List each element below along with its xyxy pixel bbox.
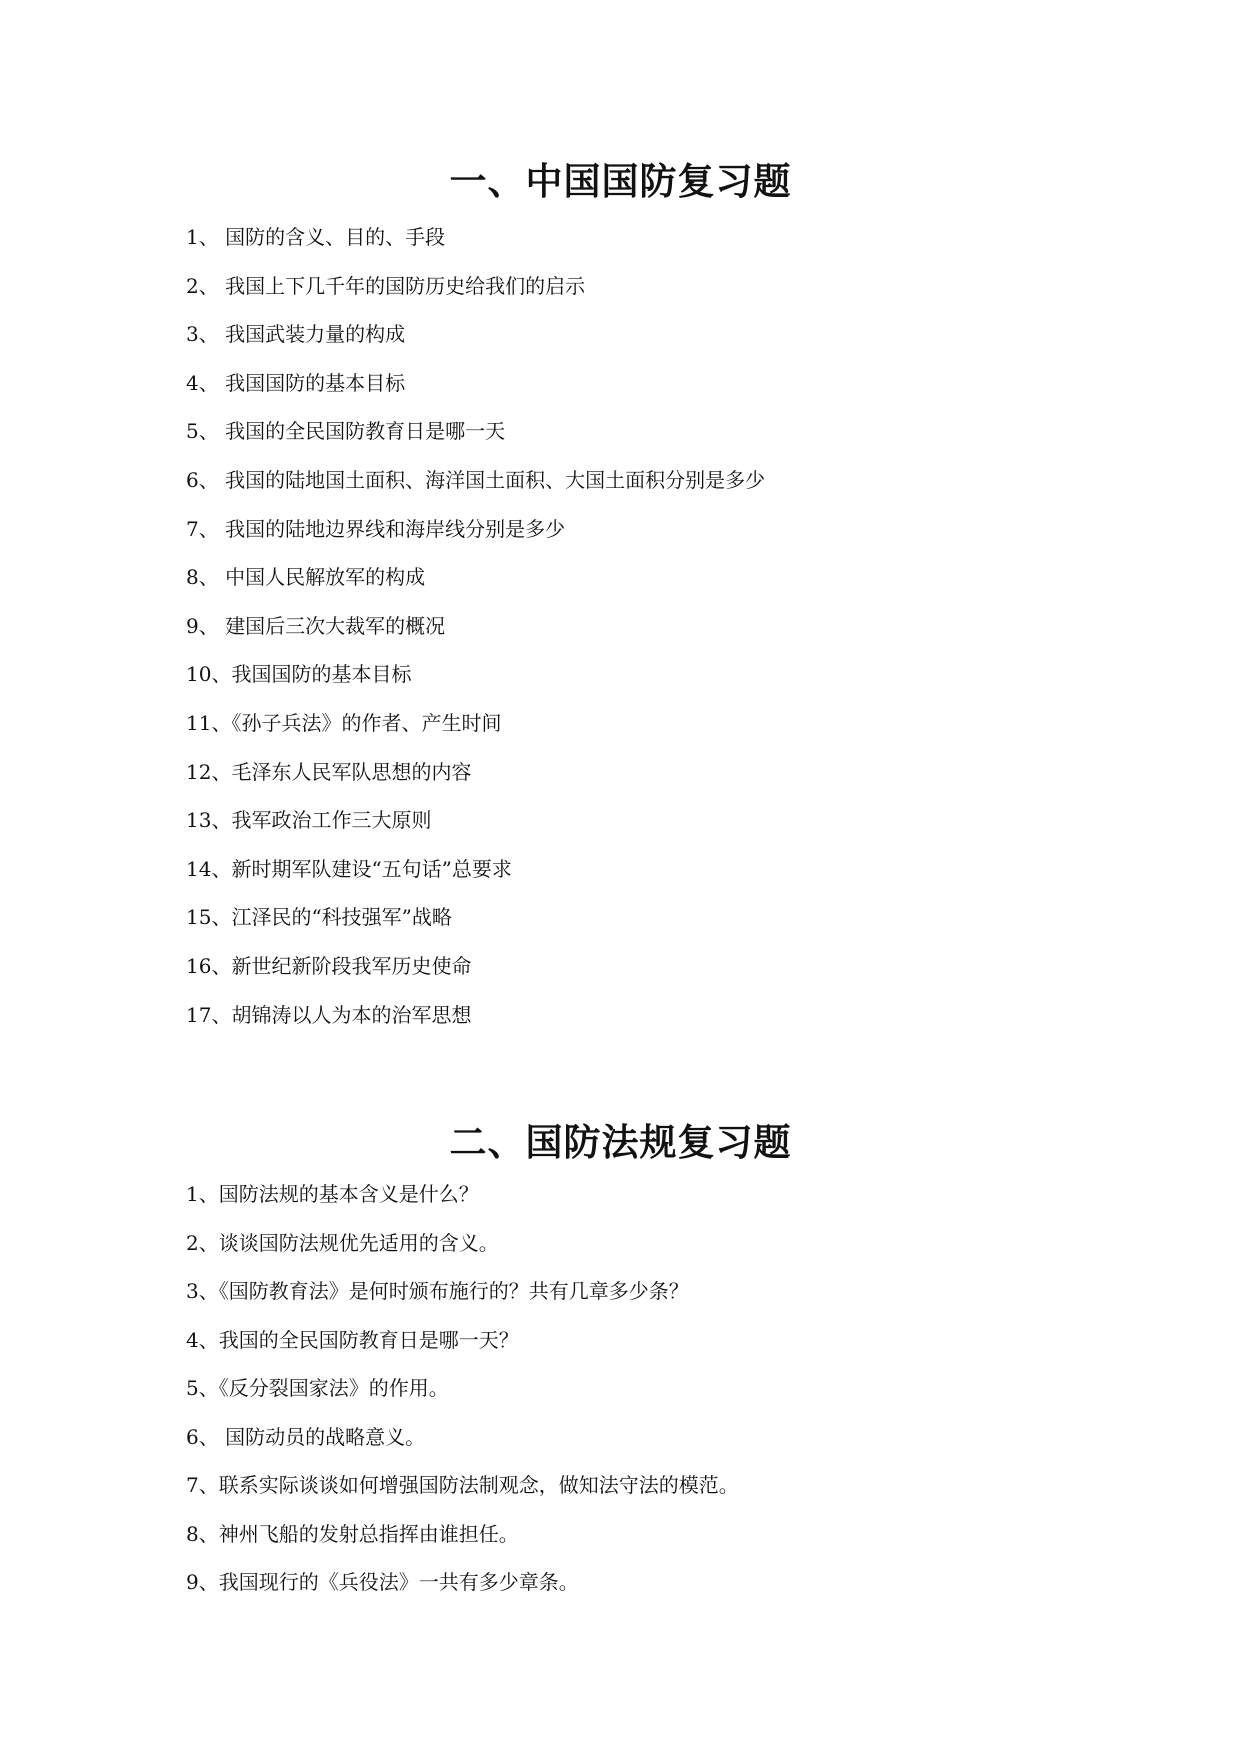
- question-item: 12、毛泽东人民军队思想的内容: [186, 759, 472, 784]
- question-item: 6、 我国的陆地国土面积、海洋国土面积、大国土面积分别是多少: [186, 467, 766, 492]
- question-item: 2、 我国上下几千年的国防历史给我们的启示: [186, 273, 586, 298]
- question-item: 17、胡锦涛以人为本的治军思想: [186, 1002, 472, 1027]
- question-item: 7、 我国的陆地边界线和海岸线分别是多少: [186, 516, 566, 541]
- question-list-defense-law: [186, 1179, 739, 1616]
- question-item: 15、江泽民的“科技强军”战略: [186, 905, 452, 930]
- section-title-defense-law: 二、国防法规复习题: [449, 1121, 792, 1164]
- question-item: 4、我国的全民国防教育日是哪一天？: [186, 1327, 519, 1352]
- question-item: 16、新世纪新阶段我军历史使命: [186, 953, 472, 978]
- section-title-national-defense: 一、中国国防复习题: [449, 160, 792, 203]
- question-item: 9、 建国后三次大裁军的概况: [186, 613, 446, 638]
- question-item: 6、 国防动员的战略意义。: [186, 1424, 426, 1449]
- question-item: 7、联系实际谈谈如何增强国防法制观念，做知法守法的模范。: [186, 1473, 739, 1497]
- question-item: 5、《反分裂国家法》的作用。: [186, 1376, 449, 1400]
- question-item: 1、国防法规的基本含义是什么？: [186, 1182, 479, 1206]
- question-item: 3、《国防教育法》是何时颁布施行的？共有几章多少条？: [186, 1279, 689, 1303]
- question-item: 3、 我国武装力量的构成: [186, 322, 406, 347]
- question-list-national-defense: [186, 222, 765, 1048]
- question-item: 4、 我国国防的基本目标: [186, 370, 406, 395]
- question-item: 5、 我国的全民国防教育日是哪一天: [186, 419, 506, 444]
- question-item: 2、谈谈国防法规优先适用的含义。: [186, 1230, 499, 1255]
- question-item: 8、神州飞船的发射总指挥由谁担任。: [186, 1521, 519, 1546]
- question-item: 8、 中国人民解放军的构成: [186, 565, 426, 590]
- question-item: 13、我军政治工作三大原则: [186, 808, 432, 833]
- question-item: 9、我国现行的《兵役法》一共有多少章条。: [186, 1570, 579, 1594]
- question-item: 14、新时期军队建设“五句话”总要求: [186, 856, 512, 881]
- question-item: 1、 国防的含义、目的、手段: [186, 225, 446, 249]
- question-item: 11、《孙子兵法》的作者、产生时间: [186, 710, 502, 735]
- question-item: 10、我国国防的基本目标: [186, 662, 412, 687]
